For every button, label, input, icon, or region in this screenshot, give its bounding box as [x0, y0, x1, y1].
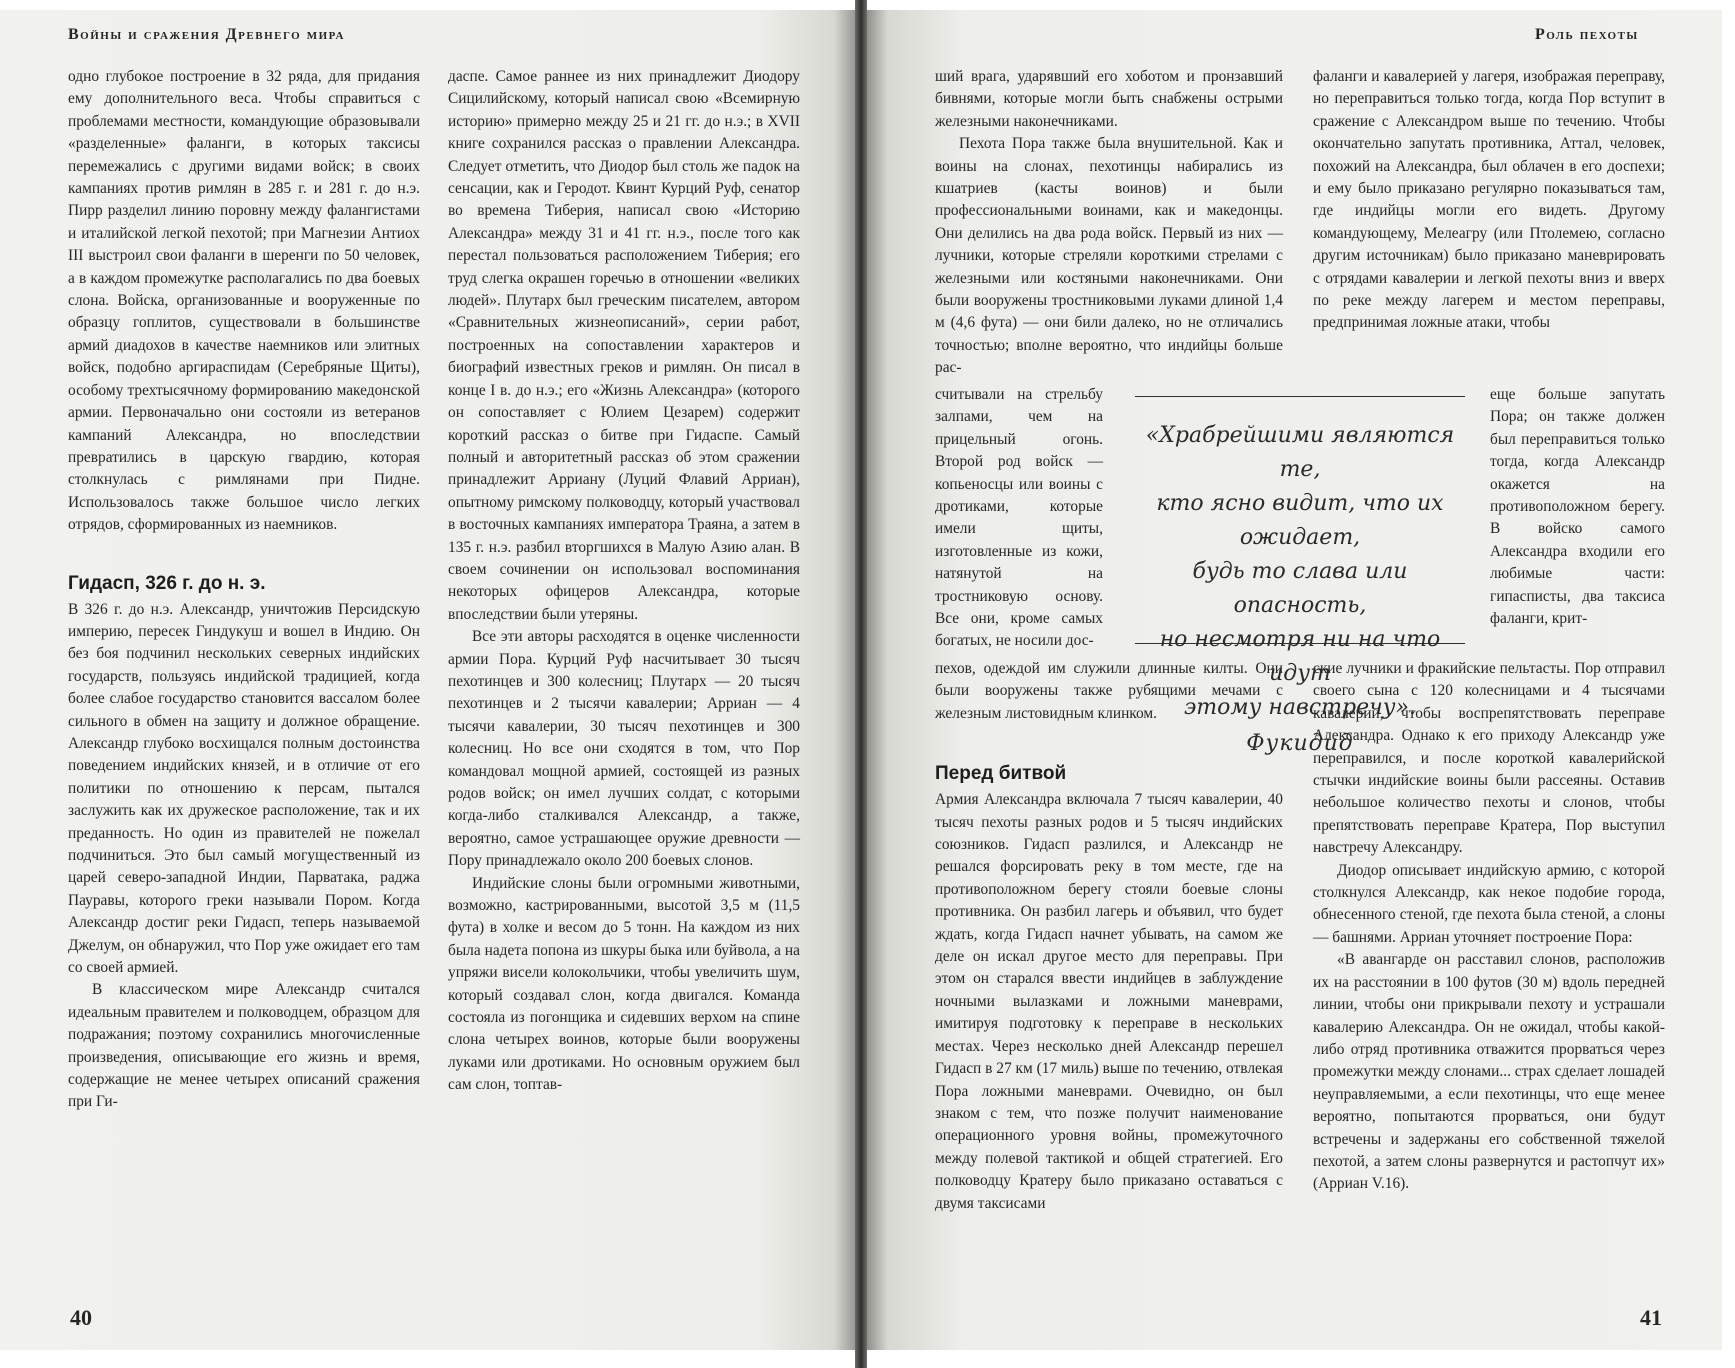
- paragraph: одно глубокое построение в 32 ряда, для придания ему дополнительного веса. Чтобы справиться с проблемами местности, командующие образовывали «разделенные» фаланги, в которых таксисы перемежались с другими видами войск; в своих кампаниях против римлян в 285 г. и 281 г. до н.э. Пирр разделил линию поровну между фалангистами и италийской легкой пехотой; при Магнезии Антиох III выстроил свои фаланги в шеренги по 50 человек, а в каждом промежутке располагались по два боевых слона. Войска, организованные и вооруженные по образцу гоплитов, существовали в большинстве армий диадохов в качестве наемников или элитных войск, подобно аргираспидам (Серебряные Щиты), особому трехтысячному формированию македонской армии. Первоначально они состояли из ветеранов кампаний Александра, но впоследствии превратились в царскую гвардию, которая столкнулась с римлянами при Пидне. Использовалось также большое число легких отрядов, сформированных из наемников.: [68, 68, 420, 534]
- pull-quote-line: будь то слава или опасность,: [1192, 559, 1408, 618]
- paragraph: Индийские слоны были огромными животными, возможно, кастрированными, высотой 3,5 м (11,5 фута) в холке и весом до 5 тонн. На каждом из них была надета попона из шкуры быка или буйвола, а на упряжи висели колокольчики, чтобы увеличить шум, который создавал слон, когда двигался. Команда состояла из погонщика и сидевших верхом на спине слона четырех воинов, которые были вооружены луками или дротиками. Но основным оружием был сам слон, топтав-: [448, 874, 800, 1094]
- paragraph: фаланги и кавалерией у лагеря, изображая переправу, но переправиться только тогда, когда Пор вступит в сражение с Александром выше по течению. Чтобы окончательно запутать противника, Аттал, человек, похожий на Александра, был облачен в его доспехи; и ему было приказано регулярно показываться там, где индийцы могли его видеть. Другому командующему, Мелеагру (или Птолемею, согласно другим источникам) было приказано маневрировать с отрядами кавалерии и легкой пехоты вниз и вверх по реке между лагерем и местом переправы, предпринимая ложные атаки, чтобы: [1313, 68, 1665, 332]
- paragraph: даспе. Самое раннее из них принадлежит Диодору Сицилийскому, который написал свою «Всемирную историю» примерно между 25 и 21 гг. до н.э.; в XVII книге сохранился рассказ о правлении Александра. Следует отметить, что Диодор был столь же падок на сенсации, как и Геродот. Квинт Курций Руф, сенатор во времена Тиберия, написал свою «Историю Александра» между 31 и 41 гг. н.э., после того как перестал пользоваться расположением Тиберия; его труд слегка окрашен горечью в отношении «великих людей». Плутарх был греческим писателем, автором «Сравнительных жизнеописаний», серии работ, построенных на сопоставлении характеров и биографий известных греков и римлян. Он писал в конце I в. до н.э.; его «Жизнь Александра» (которого он сопоставляет с Юлием Цезарем) содержит короткий рассказ о битве при Гидаспе. Самый полный и авторитетный рассказ об этом сражении принадлежит Арриану (Луций Флавий Арриан), опытному римскому полководцу, который участвовал в восточных кампаниях императора Траяна, а затем в 135 г. н.э. разбил вторгшихся в Малую Азию алан. В своем сочинении он использовал воспоминания некоторых офицеров Александра, которые впоследствии были утеряны.: [448, 68, 800, 623]
- paragraph: В 326 г. до н.э. Александр, уничтожив Персидскую империю, пересек Гиндукуш и вошел в Индию. Он без боя подчинил нескольких северных индийских государств, пользуясь индийской традицией, когда более слабое государство становится вассалом более сильного в обмен на защиту и должное обращение. Александр глубоко восхищался полным достоинства поведением индийских князей, и в отличие от его политики по отношению к персам, пытался заслужить как их дружеское расположение, так и их преданность. Но один из правителей не пожелал подчиниться. Это был самый могущественный из царей северо-западной Индии, Парватака, раджа Пауравы, которого греки называли Пором. Когда Александр достиг реки Гидасп, теперь называемой Джелум, он обнаружил, что Пор уже ожидает его там со своей армией.: [68, 600, 420, 977]
- left-page-column-1: [68, 66, 420, 1114]
- pull-quote-line: этому навстречу».: [1183, 695, 1417, 720]
- right-page-column-1-beside-quote: [935, 384, 1103, 653]
- paragraph: Диодор описывает индийскую армию, с которой столкнулся Александр, как некое подобие города, обнесенного стеной, где пехота была стеной, а слоны — башнями. Арриан уточняет построение Пора:: [1313, 861, 1665, 946]
- book-gutter: [855, 0, 867, 1368]
- pull-quote-line: но несмотря ни на что идут: [1159, 627, 1441, 686]
- paragraph: считывали на стрельбу залпами, чем на прицельный огонь. Второй род войск — копьеносцы или воины с дротиками, которые имели щиты, изготовленные из кожи, натянутой на тростниковую основу. Все они, кроме самых богатых, не носили дос-: [935, 386, 1103, 650]
- page-number-right: 41: [1640, 1305, 1662, 1330]
- paragraph: ские лучники и фракийские пельтасты. Пор отправил своего сына с 120 колесницами и 4 тысячами кавалерии, чтобы воспрепятствовать переправе Александра. Однако к его приходу Александр уже переправился, и после короткой кавалерийской стычки индийские воины были рассеяны. Оставив небольшое количество пехоты и слонов, чтобы препятствовать переправе Кратера, Пор выступил навстречу Александру.: [1313, 660, 1665, 857]
- right-page-column-2-beside-quote: [1490, 384, 1665, 630]
- paragraph: «В авангарде он расставил слонов, расположив их на расстоянии в 100 футов (30 м) вдоль передней линии, чтобы они прикрывали пехоту и устрашали кавалерию Александра. Он не ожидал, чтобы какой-либо отряд противника отважится прорваться через промежутки между слонами... страх сделает лошадей неуправляемыми, а если пехотинцы, что еще менее вероятно, попытаются прорваться, они будут встречены и задержаны его собственной тяжелой пехотой, а затем слоны развернутся и растопчут их» (Арриан V.16).: [1313, 951, 1665, 1193]
- running-head-right: Роль пехоты: [1535, 26, 1639, 43]
- left-page-column-2: [448, 66, 800, 1097]
- pull-quote-line: «Храбрейшими являются те,: [1145, 423, 1455, 482]
- running-head-left: Войны и сражения Древнего мира: [68, 26, 345, 43]
- section-heading-hydaspes: Гидасп, 326 г. до н. э.: [68, 572, 266, 594]
- pull-quote: [1135, 396, 1465, 756]
- paragraph: еще больше запутать Пора; он также должен был переправиться только тогда, когда Александр окажется на противоположном берегу. В войско самого Александра входили его любимые части: гипасписты, два таксиса фаланги, крит-: [1490, 386, 1665, 628]
- paragraph: Все эти авторы расходятся в оценке численности армии Пора. Курций Руф насчитывает 30 тысяч пехотинцев и 300 колесниц; Плутарх — 20 тысяч пехотинцев и 2 тысячи кавалерии; Арриан — 4 тысячи кавалерии, 30 тысяч пехотинцев и 300 колесниц. Но все они сходятся в том, что Пор командовал мощной армией, состоящей из разных родов войск; он имел лучших солдат, с которыми когда-либо сталкивался Александр, а также, вероятно, самое устрашающее оружие древности — Пору принадлежало около 200 боевых слонов.: [448, 628, 800, 870]
- page-number-left: 40: [70, 1305, 92, 1330]
- right-page-column-2-top: [1313, 66, 1665, 335]
- pull-quote-author: Фукидид: [1246, 731, 1354, 756]
- section-heading-before-battle: Перед битвой: [935, 763, 1067, 785]
- paragraph: ший врага, ударявший его хоботом и пронзавший бивнями, которые могли быть снабжены острыми железными наконечниками.: [935, 68, 1283, 130]
- right-page-column-1-top: [935, 66, 1283, 380]
- paragraph: В классическом мире Александр считался идеальным правителем и полководцем, образцом для подражания; поэтому сохранились многочисленные произведения, описывающие его жизнь и время, содержащие не менее четырех описаний сражения при Ги-: [68, 981, 420, 1111]
- paragraph: пехов, одеждой им служили длинные килты. Они были вооружены также рубящими мечами с железным листовидным клинком.: [935, 660, 1283, 722]
- paragraph: Пехота Пора также была внушительной. Как и воины на слонах, пехотинцы набирались из кшатриев (касты воинов) и были профессиональными воинами, как и македонцы. Они делились на два рода войск. Первый из них — лучники, которые стреляли короткими стрелами с железными или костяными наконечниками. Они были вооружены тростниковыми луками длиной 1,4 м (4,6 фута) — они били далеко, но не отличались точностью; вполне вероятно, что индийцы больше рас-: [935, 135, 1283, 377]
- pull-quote-line: кто ясно видит, что их ожидает,: [1156, 491, 1444, 550]
- paragraph: Армия Александра включала 7 тысяч кавалерии, 40 тысяч пехоты разных родов и 5 тысяч индийских союзников. Гидасп разлился, и Александр не решался форсировать реку в том месте, где на противоположном берегу стояли боевые слоны противника. Он разбил лагерь и объявил, что будет ждать, когда Гидасп начнет убывать, на самом же деле он искал другое место для переправы. При этом он старался ввести индийцев в заблуждение ночными вылазками и ложными маневрами, имитируя подготовку к переправе в нескольких местах. Через несколько дней Александр перешел Гидасп в 27 км (17 миль) выше по течению, отвлекая Пора ложными маневрами. Очевидно, он был знаком с тем, что позже получит наименование операционного уровня войны, промежуточного между полевой тактикой и общей стратегией. Его полководцу Кратеру было приказано оставаться с двумя таксисами: [935, 791, 1283, 1212]
